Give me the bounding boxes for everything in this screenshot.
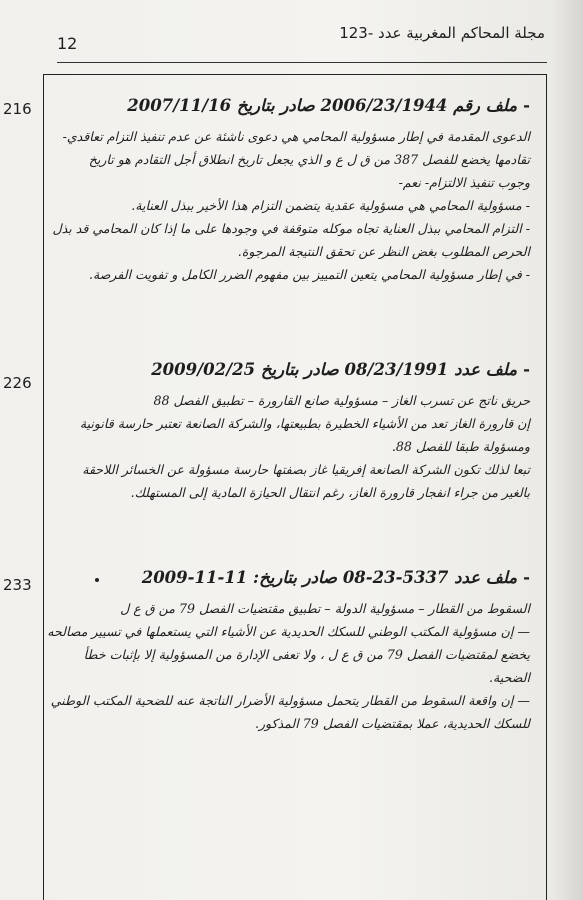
case-line: إن قارورة الغاز تعد من الأشياء الخطيرة بطبيعتها، والشركة الصانعة تعتبر حارسة قانونية xyxy=(79,416,530,431)
margin-number-216: 216 xyxy=(3,100,32,118)
page-header xyxy=(57,20,545,64)
case-line: - في إطار مسؤولية المحامي يتعين التمييز بين مفهوم الضرر الكامل و تفويت الفرصة. xyxy=(88,267,530,282)
margin-number-226: 226 xyxy=(3,374,32,392)
margin-number-233: 233 xyxy=(3,576,32,594)
case-entry-1 xyxy=(52,96,530,286)
case-line: يخضع لمقتضيات الفصل 79 من ق ع ل ، ولا تعفى الإدارة من المسؤولية إلا بإثبات خطأ xyxy=(83,647,530,662)
page-number: 12 xyxy=(57,34,78,53)
case-line: الدعوى المقدمة في إطار مسؤولية المحامي هي دعوى ناشئة عن عدم تنفيذ التزام تعاقدي- xyxy=(62,129,530,144)
journal-title: مجلة المحاكم المغربية عدد -123 xyxy=(339,24,545,42)
bullet-dash: - xyxy=(523,96,530,115)
case-entry-3 xyxy=(47,568,530,735)
case-line: للسكك الحديدية، عملا بمقتضيات الفصل 79 المذكور. xyxy=(254,716,530,731)
case-heading: -ملف رقم 2006/23/1944 صادر بتاريخ 2007/11/16 xyxy=(127,96,530,115)
case-line: ومسؤولة طبقا للفصل 88. xyxy=(391,439,530,454)
case-line: — إن واقعة السقوط من القطار يتحمل مسؤولية الأضرار الناتجة عنه للضحية المكتب الوطني xyxy=(50,693,530,708)
case-line: وجوب تنفيذ الالتزام- نعم- xyxy=(398,175,530,190)
page-shadow xyxy=(553,0,583,900)
bullet-dash: - xyxy=(523,360,530,379)
case-entry-2 xyxy=(60,360,530,504)
case-line: تقادمها يخضع للفصل 387 من ق ل ع و الذي يجعل تاريخ انطلاق أجل التقادم هو تاريخ xyxy=(88,152,530,167)
case-line: حريق ناتج عن تسرب الغاز – مسؤولية صانع القارورة – تطبيق الفصل 88 xyxy=(153,393,530,408)
case-line: - التزام المحامي ببذل العناية تجاه موكله متوقفة في وجودها على ما إذا كان المحامي قد بذل xyxy=(52,221,530,236)
header-rule xyxy=(57,62,547,63)
case-line: الحرص المطلوب بغض النظر عن تحقق النتيجة المرجوة. xyxy=(237,244,530,259)
case-line: السقوط من القطار – مسؤولية الدولة – تطبيق مقتضيات الفصل 79 من ق ع ل xyxy=(120,601,530,616)
case-heading: -ملف عدد 08/23/1991 صادر بتاريخ 2009/02/25 xyxy=(151,360,530,379)
case-line: الضحية. xyxy=(489,670,530,685)
case-heading: -ملف عدد 5337-23-08 صادر بتاريخ: 11-11-2009 xyxy=(141,568,530,587)
case-line: تبعا لذلك تكون الشركة الصانعة إفريقيا غاز بصفتها حارسة مسؤولة عن الخسائر اللاحقة xyxy=(82,462,530,477)
case-line: - مسؤولية المحامي هي مسؤولية عقدية يتضمن التزام هذا الأخير ببذل العناية. xyxy=(131,198,530,213)
bullet-dash: - xyxy=(523,568,530,587)
case-line: بالغير من جراء انفجار قارورة الغاز، رغم انتقال الحيازة المادية إلى المستهلك. xyxy=(130,485,530,500)
case-line: — إن مسؤولية المكتب الوطني للسكك الحديدية عن الأشياء التي يستعملها في تسيير مصالحه xyxy=(47,624,530,639)
